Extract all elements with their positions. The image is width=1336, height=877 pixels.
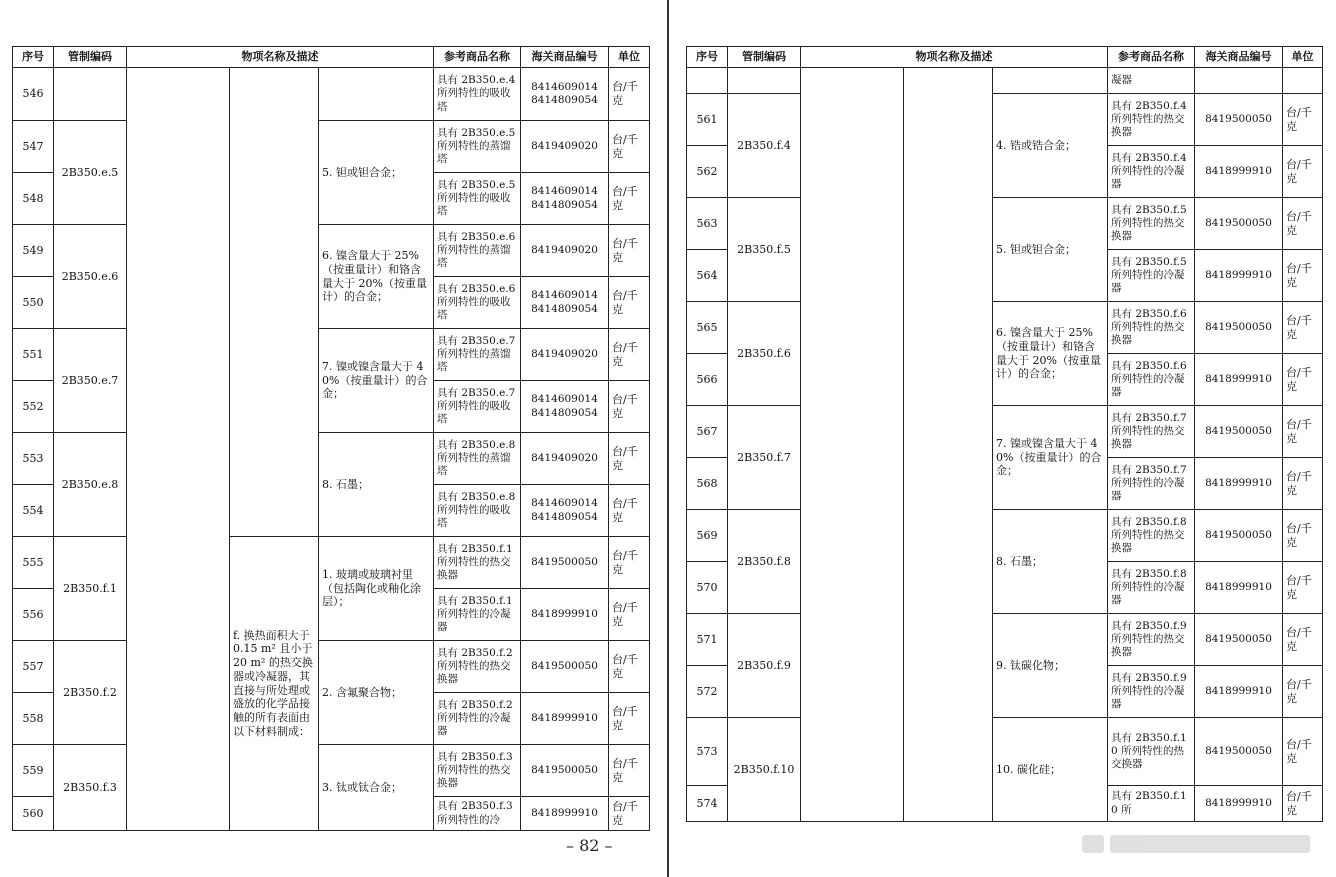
table-header-row: [687, 47, 1323, 68]
material-description: 7. 镍或镍含量大于 40%（按重量计）的合金；: [319, 329, 434, 433]
control-code: 2B350.f.9: [728, 614, 801, 718]
row-number: 569: [687, 510, 728, 562]
unit-cell: 台/千克: [609, 225, 650, 277]
material-description: 5. 钽或钽合金；: [319, 121, 434, 225]
table-row: [13, 68, 650, 121]
table-row: [687, 198, 1323, 250]
row-number: 553: [13, 433, 54, 485]
table-row: [13, 537, 650, 589]
unit-cell: 台/千克: [1283, 250, 1323, 302]
right-page: [686, 46, 1323, 822]
customs-code: 8419500050: [1195, 198, 1283, 250]
customs-code: 8419500050: [1195, 406, 1283, 458]
header-control-code: 管制编码: [54, 47, 127, 68]
reference-name: 具有 2B350.f.2 所列特性的冷凝器: [434, 693, 521, 745]
header-customs-code: 海关商品编号: [1195, 47, 1283, 68]
row-number: 559: [13, 745, 54, 797]
unit-cell: 台/千克: [1283, 198, 1323, 250]
category-cell: [801, 68, 904, 822]
control-code: 2B350.e.8: [54, 433, 127, 537]
category-f-cell: [904, 68, 993, 822]
category-cell: [127, 68, 230, 831]
watermark-mark: [1082, 835, 1104, 853]
customs-code-line: 8419409020: [531, 243, 598, 256]
reference-name: 具有 2B350.f.9 所列特性的冷凝器: [1108, 666, 1195, 718]
row-number: 551: [13, 329, 54, 381]
customs-code-line: 8414809054: [531, 94, 598, 106]
table-row: [687, 302, 1323, 354]
customs-code-line: 8419409020: [531, 139, 598, 152]
customs-code: [521, 225, 609, 277]
header-reference-name: 参考商品名称: [434, 47, 521, 68]
unit-cell: 台/千克: [1283, 354, 1323, 406]
table-row: [13, 745, 650, 797]
unit-cell: 台/千克: [1283, 94, 1323, 146]
reference-name: 具有 2B350.f.4 所列特性的热交换器: [1108, 94, 1195, 146]
material-description: 7. 镍或镍含量大于 40%（按重量计）的合金；: [993, 406, 1108, 510]
unit-cell: 台/千克: [609, 121, 650, 173]
customs-code: 8419500050: [1195, 302, 1283, 354]
reference-name: 具有 2B350.f.2 所列特性的热交换器: [434, 641, 521, 693]
table-row: [687, 718, 1323, 786]
row-number: 546: [13, 68, 54, 121]
reference-name: 具有 2B350.f.7 所列特性的冷凝器: [1108, 458, 1195, 510]
control-code-cell: [54, 68, 127, 121]
reference-name: 具有 2B350.f.3 所列特性的热交换器: [434, 745, 521, 797]
customs-code: 8419500050: [1195, 94, 1283, 146]
unit-cell: 台/千克: [609, 68, 650, 121]
unit-cell: 台/千克: [609, 797, 650, 831]
reference-name: 具有 2B350.f.4 所列特性的冷凝器: [1108, 146, 1195, 198]
material-description: 4. 锆或锆合金；: [993, 94, 1108, 198]
table-row: [13, 329, 650, 381]
material-description: 2. 含氟聚合物；: [319, 641, 434, 745]
row-number: 568: [687, 458, 728, 510]
header-unit: 单位: [1283, 47, 1323, 68]
material-description: 6. 镍含量大于 25%（按重量计）和铬含量大于 20%（按重量计）的合金；: [993, 302, 1108, 406]
customs-code: [521, 173, 609, 225]
material-description: 9. 钛碳化物；: [993, 614, 1108, 718]
customs-code-line: 8414809054: [531, 510, 598, 523]
row-number: 555: [13, 537, 54, 589]
table-row: [687, 510, 1323, 562]
page-number: – 82 –: [566, 836, 613, 855]
control-code: 2B350.e.5: [54, 121, 127, 225]
row-number: 548: [13, 173, 54, 225]
customs-code-line: 8414809054: [531, 198, 598, 211]
material-cell: [319, 68, 434, 121]
unit-cell: 台/千克: [609, 381, 650, 433]
reference-name: 具有 2B350.e.7 所列特性的蒸馏塔: [434, 329, 521, 381]
header-item-description: 物项名称及描述: [801, 47, 1108, 68]
row-number: 566: [687, 354, 728, 406]
customs-code: [521, 745, 609, 797]
reference-name: 具有 2B350.e.4 所列特性的吸收塔: [434, 68, 521, 121]
unit-cell: 台/千克: [1283, 614, 1323, 666]
reference-name: 具有 2B350.e.7 所列特性的吸收塔: [434, 381, 521, 433]
material-description: 3. 钛或钛合金；: [319, 745, 434, 831]
material-description: 10. 碳化硅；: [993, 718, 1108, 822]
table-row: [687, 614, 1323, 666]
control-code: 2B350.f.5: [728, 198, 801, 302]
unit-cell: 台/千克: [1283, 718, 1323, 786]
row-number: 572: [687, 666, 728, 718]
reference-name: 凝器: [1108, 68, 1195, 94]
customs-code: [521, 537, 609, 589]
customs-code: [521, 485, 609, 537]
material-description: 8. 石墨；: [993, 510, 1108, 614]
customs-code-line: 8419500050: [531, 763, 598, 776]
reference-name: 具有 2B350.f.5 所列特性的热交换器: [1108, 198, 1195, 250]
row-number: 558: [13, 693, 54, 745]
header-control-code: 管制编码: [728, 47, 801, 68]
unit-cell: 台/千克: [609, 277, 650, 329]
watermark-mark: [1110, 835, 1310, 853]
material-description: 1. 玻璃或玻璃衬里（包括陶化或釉化涂层）；: [319, 537, 434, 641]
customs-code-line: 8418999910: [531, 607, 598, 620]
control-code: 2B350.f.4: [728, 94, 801, 198]
table-header-row: [13, 47, 650, 68]
customs-code-line: 8414809054: [531, 302, 598, 315]
customs-code: [521, 381, 609, 433]
row-number: 557: [13, 641, 54, 693]
table-row: [13, 121, 650, 173]
row-number: 561: [687, 94, 728, 146]
customs-code: 8419500050: [1195, 614, 1283, 666]
unit-cell: 台/千克: [1283, 458, 1323, 510]
customs-code: 8418999910: [1195, 458, 1283, 510]
material-description: 6. 镍含量大于 25%（按重量计）和铬含量大于 20%（按重量计）的合金；: [319, 225, 434, 329]
customs-code: [521, 121, 609, 173]
row-number: 567: [687, 406, 728, 458]
customs-code-line: 8418999910: [531, 806, 598, 819]
reference-name: 具有 2B350.e.5 所列特性的吸收塔: [434, 173, 521, 225]
reference-name: 具有 2B350.f.10 所: [1108, 786, 1195, 822]
control-code: 2B350.f.10: [728, 718, 801, 822]
table-row: [13, 641, 650, 693]
reference-name: 具有 2B350.e.5 所列特性的蒸馏塔: [434, 121, 521, 173]
customs-code: 8418999910: [1195, 146, 1283, 198]
reference-name: 具有 2B350.f.7 所列特性的热交换器: [1108, 406, 1195, 458]
customs-code-line: 8419409020: [531, 451, 598, 464]
header-unit: 单位: [609, 47, 650, 68]
unit-cell: 台/千克: [1283, 510, 1323, 562]
header-item-description: 物项名称及描述: [127, 47, 434, 68]
reference-name: 具有 2B350.f.10 所列特性的热交换器: [1108, 718, 1195, 786]
reference-name: 具有 2B350.f.1 所列特性的热交换器: [434, 537, 521, 589]
row-number: 571: [687, 614, 728, 666]
control-code: 2B350.f.1: [54, 537, 127, 641]
category-f-description: f. 换热面积大于 0.15 m² 且小于 20 m² 的热交换器或冷凝器，其直接与所处理或盛放的化学品接触的所有表面由以下材料制成：: [230, 537, 319, 831]
material-description: 8. 石墨；: [319, 433, 434, 537]
customs-code: 8418999910: [1195, 250, 1283, 302]
customs-code: [521, 693, 609, 745]
unit-cell: 台/千克: [609, 589, 650, 641]
page-divider: [667, 0, 669, 877]
row-number: 573: [687, 718, 728, 786]
customs-code: [521, 589, 609, 641]
customs-code: [1195, 68, 1283, 94]
reference-name: 具有 2B350.f.8 所列特性的冷凝器: [1108, 562, 1195, 614]
customs-code: 8419500050: [1195, 510, 1283, 562]
unit-cell: 台/千克: [609, 173, 650, 225]
row-number: 552: [13, 381, 54, 433]
reference-name: 具有 2B350.f.3 所列特性的冷: [434, 797, 521, 831]
row-number: 554: [13, 485, 54, 537]
unit-cell: 台/千克: [1283, 406, 1323, 458]
customs-code: [521, 797, 609, 831]
customs-code-line: 8419409020: [531, 347, 598, 360]
control-code: 2B350.e.7: [54, 329, 127, 433]
control-code: 2B350.e.6: [54, 225, 127, 329]
unit-cell: 台/千克: [609, 433, 650, 485]
customs-code: 8418999910: [1195, 562, 1283, 614]
row-number: 570: [687, 562, 728, 614]
left-page: [12, 46, 650, 831]
unit-cell: 台/千克: [609, 693, 650, 745]
header-customs-code: 海关商品编号: [521, 47, 609, 68]
customs-code-line: 8419500050: [531, 555, 598, 568]
material-cell: [993, 68, 1108, 94]
unit-cell: 台/千克: [1283, 562, 1323, 614]
unit-cell: 台/千克: [1283, 666, 1323, 718]
customs-code-line: 8414609014: [531, 497, 598, 510]
left-control-table: [12, 46, 650, 831]
row-number: 564: [687, 250, 728, 302]
control-code: 2B350.f.8: [728, 510, 801, 614]
unit-cell: [1283, 68, 1323, 94]
reference-name: 具有 2B350.e.8 所列特性的蒸馏塔: [434, 433, 521, 485]
right-control-table: [686, 46, 1323, 822]
table-row: [687, 406, 1323, 458]
reference-name: 具有 2B350.f.9 所列特性的热交换器: [1108, 614, 1195, 666]
customs-code: 8418999910: [1195, 786, 1283, 822]
customs-code-line: 8414609014: [531, 185, 598, 198]
row-number: 549: [13, 225, 54, 277]
row-number: 574: [687, 786, 728, 822]
control-code: 2B350.f.3: [54, 745, 127, 831]
row-number: 563: [687, 198, 728, 250]
table-row: [13, 433, 650, 485]
customs-code-line: 8414609014: [531, 80, 598, 93]
unit-cell: 台/千克: [1283, 302, 1323, 354]
unit-cell: 台/千克: [609, 537, 650, 589]
row-number: 556: [13, 589, 54, 641]
customs-code-line: 8418999910: [531, 711, 598, 724]
row-number: [687, 68, 728, 94]
customs-code-line: 8414609014: [531, 289, 598, 302]
customs-code: [521, 329, 609, 381]
unit-cell: 台/千克: [609, 641, 650, 693]
row-number: 562: [687, 146, 728, 198]
row-number: 565: [687, 302, 728, 354]
reference-name: 具有 2B350.e.8 所列特性的吸收塔: [434, 485, 521, 537]
unit-cell: 台/千克: [609, 329, 650, 381]
table-row: [687, 94, 1323, 146]
control-code: 2B350.f.7: [728, 406, 801, 510]
reference-name: 具有 2B350.f.6 所列特性的热交换器: [1108, 302, 1195, 354]
unit-cell: 台/千克: [1283, 146, 1323, 198]
reference-name: 具有 2B350.f.1 所列特性的冷凝器: [434, 589, 521, 641]
unit-cell: 台/千克: [609, 485, 650, 537]
customs-code: [521, 277, 609, 329]
header-seq: 序号: [687, 47, 728, 68]
row-number: 560: [13, 797, 54, 831]
customs-code: 8418999910: [1195, 666, 1283, 718]
category-e-cell: [230, 68, 319, 537]
control-code: 2B350.f.6: [728, 302, 801, 406]
customs-code-line: 8419500050: [531, 659, 598, 672]
table-row: [13, 225, 650, 277]
reference-name: 具有 2B350.f.5 所列特性的冷凝器: [1108, 250, 1195, 302]
reference-name: 具有 2B350.f.6 所列特性的冷凝器: [1108, 354, 1195, 406]
reference-name: 具有 2B350.f.8 所列特性的热交换器: [1108, 510, 1195, 562]
header-seq: 序号: [13, 47, 54, 68]
row-number: 550: [13, 277, 54, 329]
row-number: 547: [13, 121, 54, 173]
material-description: 5. 钽或钽合金；: [993, 198, 1108, 302]
unit-cell: 台/千克: [1283, 786, 1323, 822]
customs-code-line: 8414809054: [531, 406, 598, 419]
header-reference-name: 参考商品名称: [1108, 47, 1195, 68]
customs-code: [521, 641, 609, 693]
control-code-cell: [728, 68, 801, 94]
customs-code-line: 8414609014: [531, 393, 598, 406]
reference-name: 具有 2B350.e.6 所列特性的吸收塔: [434, 277, 521, 329]
reference-name: 具有 2B350.e.6 所列特性的蒸馏塔: [434, 225, 521, 277]
unit-cell: 台/千克: [609, 745, 650, 797]
watermark: [1082, 833, 1322, 855]
customs-code: [521, 433, 609, 485]
customs-code: 8419500050: [1195, 718, 1283, 786]
customs-code: 8418999910: [1195, 354, 1283, 406]
control-code: 2B350.f.2: [54, 641, 127, 745]
customs-code: [521, 68, 609, 121]
carry-over-row: [687, 68, 1323, 94]
